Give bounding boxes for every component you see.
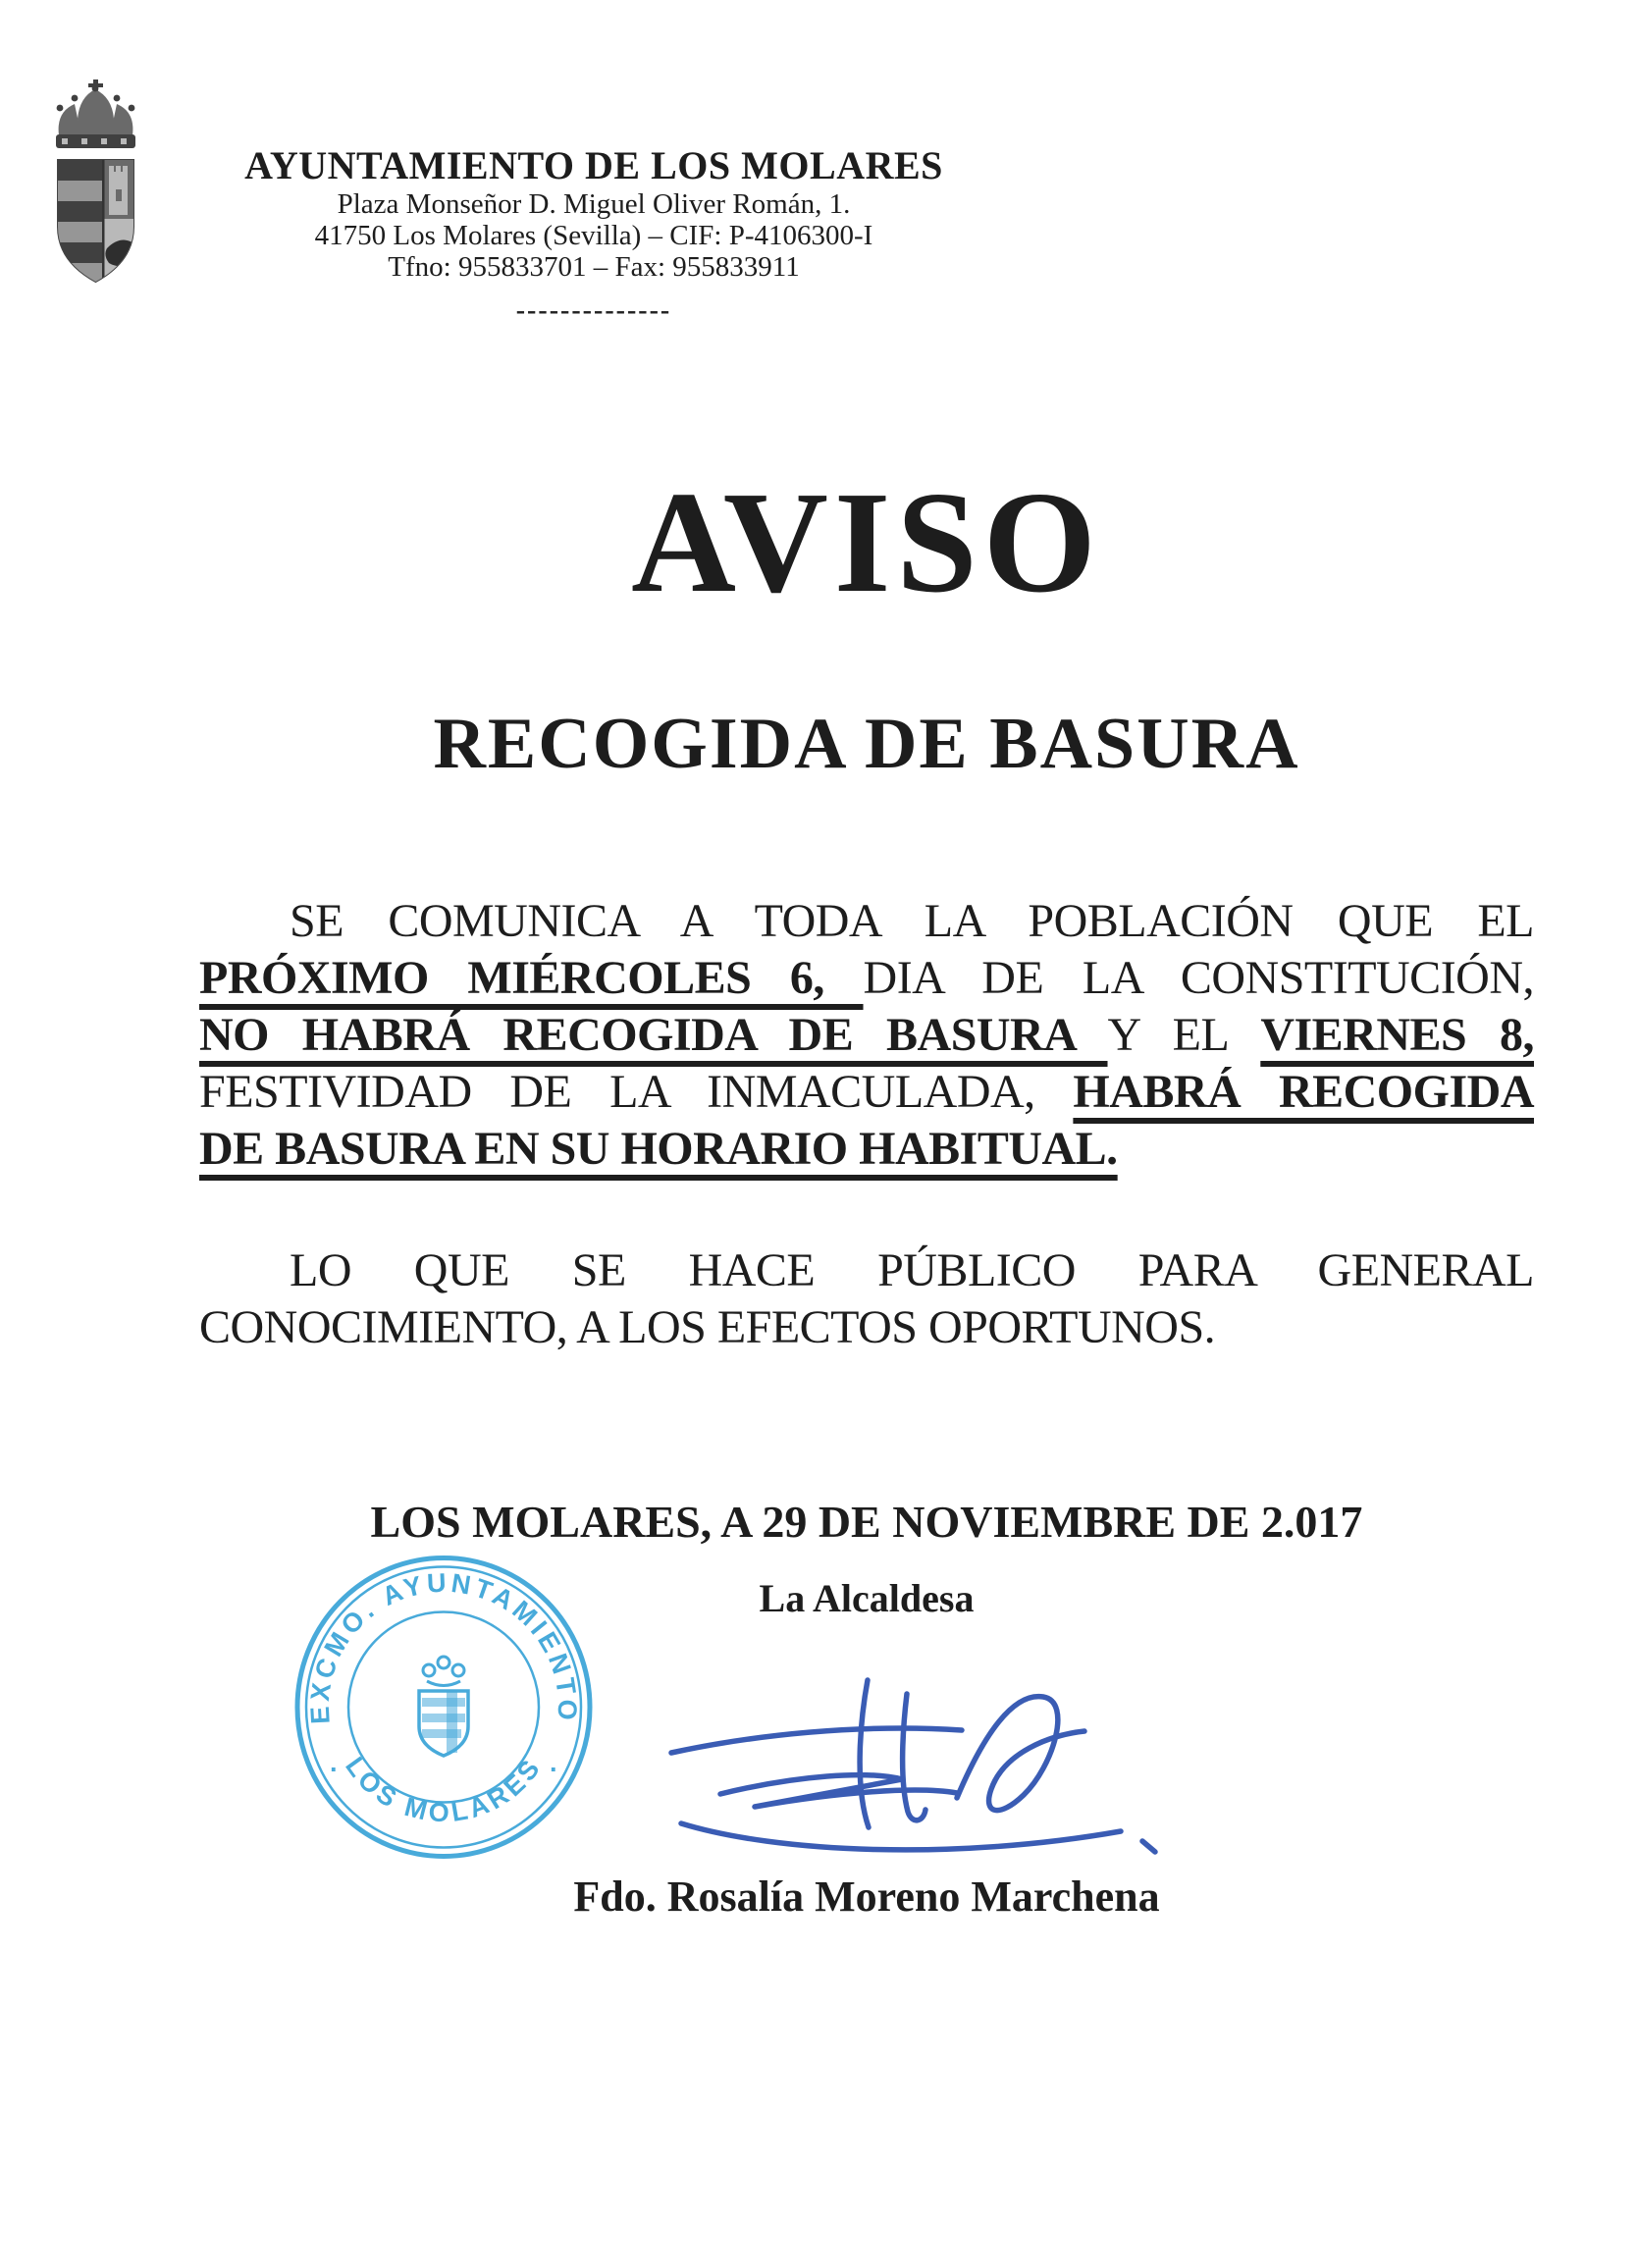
text-segment: CONOCIMIENTO, A LOS EFECTOS OPORTUNOS. — [199, 1301, 1216, 1353]
text-line — [199, 893, 1534, 950]
signature-scribble-icon — [660, 1676, 1166, 1872]
coat-of-arms-icon — [44, 79, 147, 289]
svg-text:LOS MOLARES — [340, 1752, 548, 1827]
text-line — [199, 1299, 1534, 1356]
letterhead — [206, 143, 981, 326]
address-line-3: Tfno: 955833701 – Fax: 955833911 — [388, 251, 800, 283]
address-line-2: 41750 Los Molares (Sevilla) – CIF: P-4106300-I — [314, 220, 873, 251]
text-segment: FESTIVIDAD DE LA INMACULADA, — [199, 1066, 1074, 1118]
stamp-separator-right: · — [550, 1755, 562, 1784]
notice-paragraph-2 — [199, 1242, 1534, 1356]
text-segment: NO HABRÁ RECOGIDA DE BASURA — [199, 1009, 1108, 1061]
text-segment: VIERNES 8, — [1260, 1009, 1534, 1061]
text-line — [199, 950, 1534, 1007]
stamp-bottom-text: LOS MOLARES — [340, 1751, 548, 1828]
header-divider: -------------- — [515, 295, 672, 326]
notice-paragraph-1 — [199, 893, 1534, 1178]
text-segment: PRÓXIMO MIÉRCOLES 6, — [199, 952, 864, 1004]
text-segment: Y EL — [1107, 1009, 1261, 1061]
text-segment: HABRÁ RECOGIDA — [1073, 1066, 1534, 1118]
org-name: AYUNTAMIENTO DE LOS MOLARES — [244, 143, 943, 187]
stamp-separator-left: · — [330, 1755, 343, 1784]
text-segment: LO QUE SE HACE PÚBLICO PARA GENERAL — [290, 1244, 1534, 1296]
text-line — [199, 1121, 1534, 1178]
date-line: LOS MOLARES, A 29 DE NOVIEMBRE DE 2.017 — [370, 1497, 1363, 1547]
text-segment: DE BASURA EN SU HORARIO HABITUAL. — [199, 1123, 1118, 1175]
notice-title: AVISO — [631, 462, 1102, 623]
municipal-stamp-icon — [292, 1553, 595, 1862]
address-line-1: Plaza Monseñor D. Miguel Oliver Román, 1. — [337, 188, 851, 220]
notice-subtitle: RECOGIDA DE BASURA — [433, 704, 1300, 784]
text-segment: SE COMUNICA A TODA LA POBLACIÓN QUE EL — [290, 895, 1534, 947]
text-segment: DIA DE LA CONSTITUCIÓN, — [863, 952, 1534, 1004]
text-line — [199, 1242, 1534, 1299]
text-line — [199, 1064, 1534, 1121]
stamp-top-text: EXCMO. AYUNTAMIENTO — [304, 1567, 583, 1725]
text-line — [199, 1007, 1534, 1064]
signer-name: Fdo. Rosalía Moreno Marchena — [573, 1872, 1160, 1921]
stamp-emblem — [419, 1657, 468, 1756]
signer-title: La Alcaldesa — [759, 1576, 975, 1620]
